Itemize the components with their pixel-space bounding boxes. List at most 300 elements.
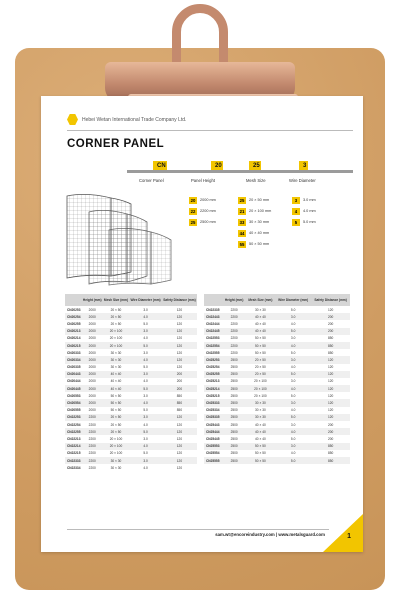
cell-wire: 3.0 — [129, 328, 162, 335]
company-name: Hebei Wetan International Trade Company Ltd. — [82, 116, 187, 123]
cell-height: 2200 — [223, 313, 246, 320]
code-part-series: CN — [153, 161, 167, 172]
cell-code: CN22445 — [204, 328, 223, 335]
table-header-wire: Wire Diameter (mm) — [275, 294, 311, 306]
cell-code: CN25213 — [206, 379, 220, 384]
mesh-option — [238, 207, 271, 215]
code-part-mesh: 25 — [249, 161, 261, 172]
table-header-height: Height (mm) — [223, 294, 246, 306]
table-row — [204, 443, 350, 450]
option-code: 33 — [239, 219, 245, 225]
cell-height: 2000 — [82, 356, 103, 363]
spec-table-right — [204, 294, 350, 464]
cell-wire: 3.0 — [143, 393, 148, 398]
option-label: 40 × 40 mm — [249, 231, 270, 235]
cell-code: CN25445 — [206, 436, 220, 441]
cell-code: CN25553 — [204, 443, 223, 450]
cell-safety: 120 — [311, 399, 350, 406]
table-row — [65, 306, 197, 313]
cell-mesh: 20 × 100 — [246, 385, 275, 392]
cell-code: CN25335 — [204, 414, 223, 421]
cell-safety: 850 — [311, 342, 350, 349]
table-row — [204, 328, 350, 335]
cell-wire: 3.0 — [290, 422, 296, 427]
cell-mesh: 50 × 50 — [255, 350, 266, 355]
option-label: 3.0 mm — [303, 198, 316, 202]
table-row — [65, 443, 197, 450]
cell-height: 2000 — [82, 328, 103, 335]
option-code: 3 — [292, 197, 300, 204]
table-header-mesh: Mesh Size (mm) — [103, 294, 130, 306]
cell-height: 2200 — [223, 342, 246, 349]
cell-wire: 4.0 — [143, 379, 148, 384]
cell-mesh: 20 × 50 — [110, 321, 122, 326]
cell-wire: 4.0 — [290, 408, 296, 413]
cell-mesh: 50 × 50 — [246, 443, 275, 450]
table-row — [65, 421, 197, 428]
cell-mesh: 30 × 30 — [246, 414, 275, 421]
table-row — [204, 392, 350, 399]
cell-safety: 120 — [176, 321, 183, 326]
mesh-option — [238, 218, 269, 226]
option-code: 5 — [292, 219, 300, 226]
option-code: 20 — [190, 197, 196, 203]
cell-safety: 120 — [162, 428, 197, 435]
cell-code: CN20253 — [67, 307, 81, 312]
code-bar — [127, 170, 353, 173]
cell-height: 2000 — [88, 307, 96, 312]
cell-mesh: 40 × 40 — [103, 385, 130, 392]
spec-table-left — [65, 294, 197, 471]
cell-wire: 5.0 — [129, 342, 162, 349]
cell-mesh: 40 × 40 — [103, 371, 130, 378]
cell-height: 2500 — [230, 393, 238, 398]
cell-wire: 4.0 — [290, 365, 296, 370]
option-code: 55 — [239, 241, 245, 247]
cell-mesh: 50 × 50 — [255, 451, 266, 456]
cell-safety: 120 — [162, 356, 197, 363]
cell-mesh: 40 × 40 — [255, 436, 266, 441]
table-header-mesh: Mesh Size (mm) — [246, 294, 275, 306]
cell-wire: 5.0 — [129, 428, 162, 435]
cell-height: 2500 — [223, 371, 246, 378]
cell-height: 2500 — [223, 414, 246, 421]
cell-wire: 5.0 — [275, 328, 311, 335]
cell-height: 2000 — [88, 350, 96, 355]
table-row — [65, 378, 197, 385]
cell-safety: 120 — [176, 350, 183, 355]
table-row — [65, 342, 197, 349]
cell-code: CN20214 — [67, 336, 81, 341]
column-header-corner-panel: Corner Panel — [139, 178, 164, 183]
table-row — [65, 414, 197, 421]
cell-height: 2500 — [230, 379, 238, 384]
cell-code: CN20255 — [67, 321, 81, 326]
cell-height: 2200 — [82, 457, 103, 464]
table-row — [204, 313, 350, 320]
cell-code: CN22444 — [206, 321, 220, 326]
wire-option — [292, 196, 316, 204]
cell-mesh: 40 × 40 — [255, 321, 266, 326]
mesh-option — [238, 240, 269, 248]
table-header-safety: Safety Distance (mm) — [162, 294, 197, 306]
option-label: 2000 mm — [200, 198, 216, 202]
option-label: 4.0 mm — [303, 209, 316, 213]
cell-code: CN25255 — [204, 371, 223, 378]
corner-panel-illustration — [65, 190, 175, 286]
cell-safety: 120 — [327, 379, 334, 384]
cell-code: CN22254 — [67, 422, 81, 427]
wire-option — [292, 207, 316, 215]
cell-safety: 200 — [162, 371, 197, 378]
cell-code: CN22335 — [206, 307, 220, 312]
cell-wire: 4.0 — [290, 451, 296, 456]
column-header-panel-height: Panel Height — [191, 178, 215, 183]
table-row — [65, 335, 197, 342]
cell-mesh: 30 × 30 — [255, 408, 266, 413]
table-body-left — [65, 306, 197, 471]
column-header-wire-diameter: Wire Diameter — [289, 178, 316, 183]
cell-mesh: 20 × 50 — [103, 313, 130, 320]
table-row — [65, 435, 197, 442]
option-code: 44 — [239, 230, 245, 236]
option-code: 21 — [239, 208, 245, 214]
table-row — [65, 356, 197, 363]
cell-wire: 3.0 — [275, 356, 311, 363]
cell-safety: 200 — [311, 428, 350, 435]
cell-height: 2000 — [88, 393, 96, 398]
option-code: 25 — [239, 197, 245, 203]
cell-mesh: 20 × 50 — [103, 428, 130, 435]
cell-code: CN25215 — [206, 393, 220, 398]
cell-safety: 120 — [176, 365, 183, 370]
cell-wire: 5.0 — [143, 451, 148, 456]
mesh-option — [238, 229, 269, 237]
cell-code: CN20445 — [67, 386, 81, 391]
cell-code: CN20443 — [67, 372, 81, 377]
table-row — [65, 399, 197, 406]
cell-code: CN25444 — [204, 428, 223, 435]
cell-height: 2000 — [88, 379, 96, 384]
cell-wire: 3.0 — [129, 457, 162, 464]
table-row — [204, 364, 350, 371]
footer-contact[interactable]: sam.wt@encoreindustry.com | www.metalsguard.com — [215, 532, 325, 537]
company-header — [67, 114, 186, 125]
option-label: 2200 mm — [200, 209, 216, 213]
cell-safety: 120 — [176, 465, 183, 470]
cell-safety: 850 — [162, 399, 197, 406]
table-header-code — [65, 294, 82, 306]
cell-wire: 5.0 — [290, 436, 296, 441]
cell-safety: 120 — [176, 336, 183, 341]
cell-height: 2000 — [88, 365, 96, 370]
cell-wire: 4.0 — [290, 321, 296, 326]
table-header-height: Height (mm) — [82, 294, 103, 306]
cell-height: 2200 — [88, 451, 96, 456]
table-row — [204, 320, 350, 327]
cell-safety: 850 — [311, 457, 350, 464]
table-row — [204, 371, 350, 378]
cell-height: 2000 — [88, 336, 96, 341]
cell-safety: 120 — [176, 451, 183, 456]
cell-height: 2500 — [223, 399, 246, 406]
cell-height: 2500 — [230, 365, 238, 370]
cell-safety: 850 — [327, 336, 334, 341]
cell-safety: 120 — [162, 443, 197, 450]
option-code: 22 — [190, 208, 196, 214]
cell-code: CN20553 — [67, 393, 81, 398]
cell-safety: 120 — [327, 365, 334, 370]
cell-height: 2000 — [82, 385, 103, 392]
cell-height: 2200 — [230, 307, 238, 312]
table-row — [65, 450, 197, 457]
cell-safety: 850 — [176, 393, 183, 398]
cell-mesh: 20 × 50 — [110, 422, 122, 427]
cell-code: CN22253 — [67, 415, 81, 420]
cell-safety: 120 — [176, 422, 183, 427]
cell-safety: 200 — [162, 385, 197, 392]
cell-height: 2000 — [88, 408, 96, 413]
cell-height: 2500 — [230, 451, 238, 456]
cell-height: 2500 — [223, 356, 246, 363]
cell-height: 2000 — [82, 313, 103, 320]
option-label: 5.0 mm — [303, 220, 316, 224]
cell-mesh: 40 × 40 — [246, 428, 275, 435]
cell-code: CN25443 — [206, 422, 220, 427]
cell-height: 2200 — [230, 321, 238, 326]
table-header-wire: Wire Diameter (mm) — [129, 294, 162, 306]
page-title: CORNER PANEL — [67, 138, 165, 150]
table-body-right — [204, 306, 350, 464]
cell-safety: 850 — [311, 443, 350, 450]
cell-code: CN22255 — [67, 429, 81, 434]
cell-mesh: 20 × 100 — [103, 342, 130, 349]
cell-code: CN20254 — [67, 314, 81, 319]
cell-wire: 5.0 — [275, 457, 311, 464]
cell-wire: 3.0 — [143, 350, 148, 355]
table-row — [65, 313, 197, 320]
cell-safety: 120 — [311, 371, 350, 378]
cell-mesh: 20 × 100 — [103, 443, 130, 450]
clip-ring-hole — [188, 24, 212, 44]
table-header-safety: Safety Distance (mm) — [311, 294, 350, 306]
table-row — [204, 421, 350, 428]
cell-wire: 4.0 — [275, 342, 311, 349]
table-row — [65, 385, 197, 392]
cell-height: 2000 — [88, 321, 96, 326]
option-label: 20 × 50 mm — [249, 198, 270, 202]
cell-code: CN22213 — [67, 436, 81, 441]
table-row — [65, 392, 197, 399]
cell-height: 2200 — [88, 465, 96, 470]
wire-option — [292, 218, 316, 226]
cell-height: 2500 — [230, 422, 238, 427]
cell-wire: 3.0 — [290, 379, 296, 384]
cell-mesh: 50 × 50 — [255, 336, 266, 341]
cell-mesh: 30 × 30 — [110, 350, 122, 355]
cell-height: 2000 — [82, 399, 103, 406]
header-divider — [67, 130, 353, 131]
cell-mesh: 50 × 50 — [246, 457, 275, 464]
table-row — [204, 378, 350, 385]
column-header-mesh-size: Mesh Size — [246, 178, 266, 183]
cell-mesh: 20 × 50 — [255, 365, 266, 370]
cell-safety: 120 — [327, 307, 334, 312]
table-row — [204, 342, 350, 349]
cell-wire: 4.0 — [129, 356, 162, 363]
cell-code: CN20444 — [67, 379, 81, 384]
cell-safety: 200 — [311, 328, 350, 335]
cell-code: CN20335 — [67, 365, 81, 370]
cell-safety: 120 — [162, 313, 197, 320]
cell-mesh: 50 × 50 — [103, 399, 130, 406]
cell-code: CN20555 — [67, 408, 81, 413]
cell-height: 2200 — [88, 422, 96, 427]
option-label: 2500 mm — [200, 220, 216, 224]
cell-mesh: 30 × 30 — [103, 356, 130, 363]
cell-mesh: 30 × 30 — [110, 365, 122, 370]
cell-safety: 200 — [327, 321, 334, 326]
cell-wire: 5.0 — [290, 307, 296, 312]
cell-mesh: 20 × 100 — [109, 451, 123, 456]
table-row — [204, 435, 350, 442]
code-part-wire: 3 — [299, 161, 308, 172]
cell-wire: 5.0 — [275, 371, 311, 378]
cell-mesh: 20 × 100 — [254, 393, 267, 398]
table-row — [204, 356, 350, 363]
cell-wire: 5.0 — [143, 321, 148, 326]
cell-safety: 120 — [162, 457, 197, 464]
cell-safety: 200 — [311, 313, 350, 320]
cell-wire: 3.0 — [129, 371, 162, 378]
cell-code: CN22333 — [67, 458, 81, 463]
page-number: 1 — [347, 533, 351, 540]
cell-code: CN25214 — [204, 385, 223, 392]
cell-mesh: 20 × 50 — [110, 307, 122, 312]
cell-wire: 4.0 — [275, 385, 311, 392]
table-row — [65, 320, 197, 327]
cell-wire: 5.0 — [143, 365, 148, 370]
height-option — [189, 207, 216, 215]
cell-height: 2500 — [230, 436, 238, 441]
cell-code: CN20213 — [67, 329, 81, 334]
cell-mesh: 20 × 50 — [103, 414, 130, 421]
cell-wire: 5.0 — [129, 385, 162, 392]
cell-mesh: 50 × 50 — [110, 408, 122, 413]
catalog-page — [41, 96, 363, 552]
table-header-code — [204, 294, 223, 306]
cell-code: CN20554 — [67, 401, 81, 406]
cell-height: 2200 — [82, 443, 103, 450]
cell-height: 2200 — [88, 436, 96, 441]
cell-height: 2200 — [82, 414, 103, 421]
cell-wire: 4.0 — [143, 465, 148, 470]
option-code: 4 — [292, 208, 300, 215]
cell-safety: 200 — [327, 436, 334, 441]
cell-code: CN25253 — [204, 356, 223, 363]
cell-wire: 4.0 — [129, 399, 162, 406]
cell-wire: 5.0 — [143, 408, 148, 413]
cell-code: CN22443 — [204, 313, 223, 320]
table-row — [65, 407, 197, 414]
cell-height: 2000 — [82, 371, 103, 378]
cell-mesh: 30 × 30 — [246, 399, 275, 406]
table-row — [204, 428, 350, 435]
company-logo-icon — [67, 114, 78, 125]
cell-wire: 4.0 — [129, 443, 162, 450]
cell-code: CN22555 — [206, 350, 220, 355]
cell-code: CN25555 — [204, 457, 223, 464]
cell-safety: 120 — [162, 328, 197, 335]
cell-mesh: 20 × 100 — [103, 328, 130, 335]
table-row — [204, 407, 350, 414]
table-row — [204, 457, 350, 464]
cell-safety: 200 — [327, 422, 334, 427]
cell-mesh: 20 × 100 — [254, 379, 267, 384]
cell-safety: 850 — [176, 408, 183, 413]
cell-code: CN25254 — [206, 365, 220, 370]
cell-mesh: 20 × 100 — [109, 336, 123, 341]
cell-wire: 3.0 — [275, 443, 311, 450]
table-row — [204, 450, 350, 457]
table-row — [204, 306, 350, 313]
cell-mesh: 50 × 50 — [246, 342, 275, 349]
cell-safety: 120 — [162, 414, 197, 421]
cell-code: CN25333 — [204, 399, 223, 406]
cell-height: 2000 — [82, 342, 103, 349]
cell-code: CN20334 — [67, 357, 81, 362]
cell-height: 2500 — [223, 457, 246, 464]
option-code: 25 — [190, 219, 196, 225]
table-header-row — [204, 294, 350, 306]
table-row — [204, 414, 350, 421]
cell-wire: 4.0 — [129, 313, 162, 320]
option-label: 50 × 50 mm — [249, 242, 270, 246]
height-option — [189, 218, 216, 226]
cell-wire: 3.0 — [143, 436, 148, 441]
cell-wire: 4.0 — [143, 422, 148, 427]
cell-height: 2500 — [223, 443, 246, 450]
cell-mesh: 30 × 30 — [110, 465, 122, 470]
cell-safety: 120 — [311, 385, 350, 392]
table-row — [65, 349, 197, 356]
cell-code: CN20333 — [67, 350, 81, 355]
cell-mesh: 30 × 30 — [255, 307, 266, 312]
table-row — [65, 364, 197, 371]
table-row — [204, 385, 350, 392]
cell-code: CN20215 — [67, 343, 81, 348]
cell-mesh: 40 × 40 — [255, 422, 266, 427]
cell-wire: 3.0 — [275, 399, 311, 406]
cell-safety: 850 — [327, 451, 334, 456]
cell-wire: 3.0 — [129, 414, 162, 421]
cell-mesh: 20 × 100 — [109, 436, 123, 441]
cell-safety: 200 — [176, 379, 183, 384]
cell-height: 2200 — [230, 336, 238, 341]
table-row — [204, 349, 350, 356]
cell-wire: 3.0 — [290, 336, 296, 341]
cell-height: 2500 — [230, 408, 238, 413]
cell-safety: 120 — [162, 342, 197, 349]
code-part-height: 20 — [211, 161, 223, 172]
cell-safety: 120 — [176, 436, 183, 441]
cell-mesh: 20 × 50 — [246, 371, 275, 378]
cell-wire: 3.0 — [143, 307, 148, 312]
cell-height: 2500 — [223, 428, 246, 435]
option-label: 30 × 30 mm — [249, 220, 270, 224]
cell-wire: 5.0 — [290, 350, 296, 355]
cell-code: CN22214 — [67, 444, 81, 449]
